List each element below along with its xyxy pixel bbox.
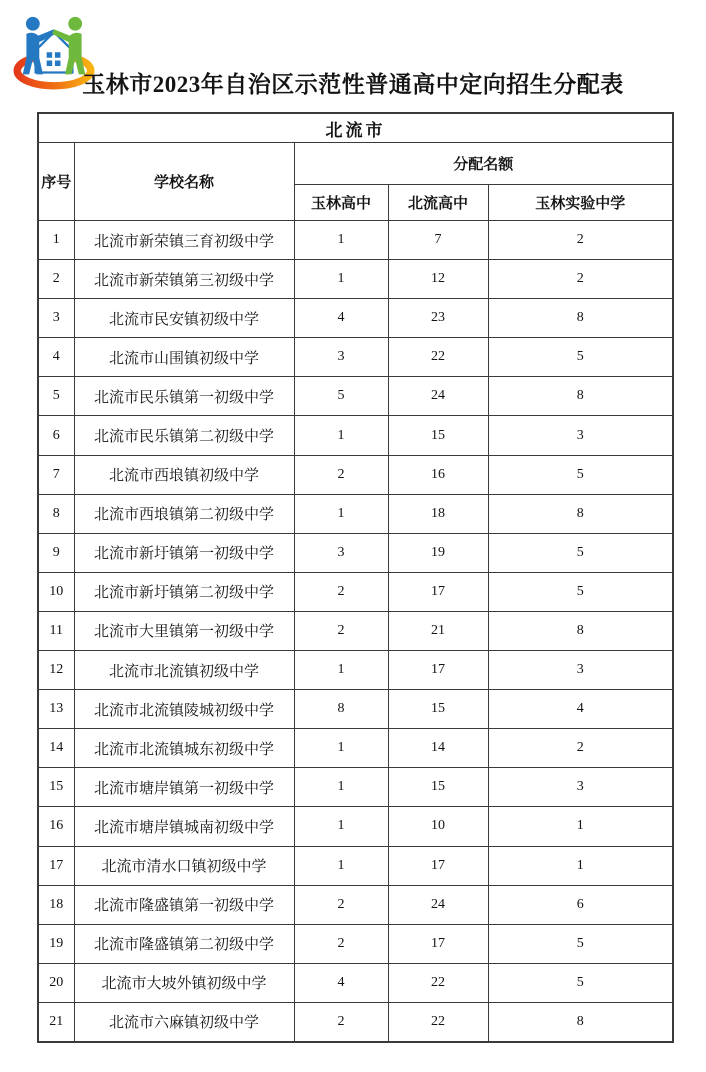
serial-cell: 20 <box>38 963 74 1002</box>
serial-cell: 1 <box>38 221 74 260</box>
serial-cell: 15 <box>38 768 74 807</box>
table-row <box>38 221 673 260</box>
quota-cell-yulin-shiyan: 5 <box>488 533 673 572</box>
quota-cell-yulin-shiyan: 8 <box>488 299 673 338</box>
table-row <box>38 611 673 650</box>
quota-cell-yulin-shiyan: 5 <box>488 572 673 611</box>
school-name-cell: 北流市大坡外镇初级中学 <box>74 963 294 1002</box>
quota-cell-beiliu-gaozhong: 15 <box>388 768 488 807</box>
quota-cell-yulin-gaozhong: 2 <box>294 885 388 924</box>
quota-column-header-0: 玉林高中 <box>294 185 388 221</box>
school-name-cell: 北流市清水口镇初级中学 <box>74 846 294 885</box>
city-header: 北流市 <box>38 113 673 143</box>
quota-cell-yulin-shiyan: 4 <box>488 690 673 729</box>
serial-cell: 10 <box>38 572 74 611</box>
school-name-cell: 北流市隆盛镇第一初级中学 <box>74 885 294 924</box>
quota-column-header-1: 北流高中 <box>388 185 488 221</box>
quota-cell-beiliu-gaozhong: 18 <box>388 494 488 533</box>
quota-cell-beiliu-gaozhong: 21 <box>388 611 488 650</box>
table-row <box>38 455 673 494</box>
quota-cell-yulin-shiyan: 8 <box>488 494 673 533</box>
table-row <box>38 807 673 846</box>
quota-cell-beiliu-gaozhong: 19 <box>388 533 488 572</box>
quota-cell-beiliu-gaozhong: 10 <box>388 807 488 846</box>
school-name-cell: 北流市民乐镇第一初级中学 <box>74 377 294 416</box>
school-name-cell: 北流市塘岸镇城南初级中学 <box>74 807 294 846</box>
serial-cell: 14 <box>38 729 74 768</box>
quota-cell-yulin-shiyan: 1 <box>488 807 673 846</box>
table-row <box>38 1002 673 1042</box>
quota-column-header-2: 玉林实验中学 <box>488 185 673 221</box>
quota-cell-beiliu-gaozhong: 15 <box>388 416 488 455</box>
school-name-cell: 北流市西埌镇第二初级中学 <box>74 494 294 533</box>
quota-cell-beiliu-gaozhong: 14 <box>388 729 488 768</box>
school-name-cell: 北流市塘岸镇第一初级中学 <box>74 768 294 807</box>
quota-cell-yulin-gaozhong: 4 <box>294 299 388 338</box>
quota-cell-yulin-shiyan: 5 <box>488 924 673 963</box>
quota-cell-yulin-gaozhong: 1 <box>294 729 388 768</box>
quota-cell-yulin-gaozhong: 2 <box>294 455 388 494</box>
table-row <box>38 690 673 729</box>
serial-cell: 11 <box>38 611 74 650</box>
quota-cell-yulin-gaozhong: 1 <box>294 651 388 690</box>
city-header-row <box>38 113 673 143</box>
serial-cell: 9 <box>38 533 74 572</box>
table-row <box>38 416 673 455</box>
school-name-cell: 北流市六麻镇初级中学 <box>74 1002 294 1042</box>
serial-cell: 8 <box>38 494 74 533</box>
quota-group-header: 分配名额 <box>294 143 673 185</box>
quota-cell-yulin-shiyan: 6 <box>488 885 673 924</box>
serial-cell: 12 <box>38 651 74 690</box>
serial-cell: 16 <box>38 807 74 846</box>
serial-cell: 17 <box>38 846 74 885</box>
quota-cell-yulin-gaozhong: 4 <box>294 963 388 1002</box>
quota-cell-yulin-gaozhong: 1 <box>294 221 388 260</box>
quota-cell-beiliu-gaozhong: 17 <box>388 651 488 690</box>
quota-cell-beiliu-gaozhong: 12 <box>388 260 488 299</box>
table-row <box>38 768 673 807</box>
school-name-column-header: 学校名称 <box>74 143 294 221</box>
quota-cell-beiliu-gaozhong: 15 <box>388 690 488 729</box>
school-name-cell: 北流市北流镇初级中学 <box>74 651 294 690</box>
serial-cell: 3 <box>38 299 74 338</box>
quota-cell-yulin-gaozhong: 2 <box>294 1002 388 1042</box>
allocation-table <box>37 112 674 1043</box>
school-name-cell: 北流市北流镇陵城初级中学 <box>74 690 294 729</box>
table-row <box>38 924 673 963</box>
serial-cell: 18 <box>38 885 74 924</box>
school-name-cell: 北流市新荣镇三育初级中学 <box>74 221 294 260</box>
quota-cell-yulin-shiyan: 3 <box>488 768 673 807</box>
quota-cell-yulin-shiyan: 8 <box>488 377 673 416</box>
serial-cell: 6 <box>38 416 74 455</box>
quota-cell-beiliu-gaozhong: 22 <box>388 963 488 1002</box>
table-row <box>38 729 673 768</box>
school-name-cell: 北流市新圩镇第一初级中学 <box>74 533 294 572</box>
quota-cell-beiliu-gaozhong: 23 <box>388 299 488 338</box>
table-row <box>38 494 673 533</box>
quota-cell-yulin-gaozhong: 1 <box>294 768 388 807</box>
quota-cell-beiliu-gaozhong: 24 <box>388 377 488 416</box>
quota-cell-yulin-gaozhong: 1 <box>294 416 388 455</box>
serial-cell: 21 <box>38 1002 74 1042</box>
group-header-row <box>38 143 673 185</box>
quota-cell-yulin-gaozhong: 3 <box>294 533 388 572</box>
quota-cell-beiliu-gaozhong: 7 <box>388 221 488 260</box>
table-row <box>38 885 673 924</box>
quota-cell-yulin-gaozhong: 1 <box>294 807 388 846</box>
table-row <box>38 338 673 377</box>
quota-cell-yulin-gaozhong: 8 <box>294 690 388 729</box>
quota-cell-yulin-shiyan: 8 <box>488 1002 673 1042</box>
school-name-cell: 北流市西埌镇初级中学 <box>74 455 294 494</box>
serial-cell: 19 <box>38 924 74 963</box>
table-row <box>38 299 673 338</box>
quota-cell-beiliu-gaozhong: 22 <box>388 1002 488 1042</box>
serial-cell: 7 <box>38 455 74 494</box>
quota-cell-yulin-shiyan: 2 <box>488 729 673 768</box>
quota-cell-beiliu-gaozhong: 17 <box>388 572 488 611</box>
serial-cell: 5 <box>38 377 74 416</box>
serial-cell: 13 <box>38 690 74 729</box>
table-row <box>38 651 673 690</box>
quota-cell-yulin-gaozhong: 1 <box>294 494 388 533</box>
quota-cell-beiliu-gaozhong: 24 <box>388 885 488 924</box>
table-row <box>38 260 673 299</box>
page-title: 玉林市2023年自治区示范性普通高中定向招生分配表 <box>82 72 624 97</box>
school-name-cell: 北流市隆盛镇第二初级中学 <box>74 924 294 963</box>
table-row <box>38 533 673 572</box>
quota-cell-yulin-shiyan: 2 <box>488 221 673 260</box>
table-row <box>38 963 673 1002</box>
quota-cell-yulin-shiyan: 2 <box>488 260 673 299</box>
serial-column-header: 序号 <box>38 143 74 221</box>
school-name-cell: 北流市新圩镇第二初级中学 <box>74 572 294 611</box>
quota-cell-yulin-gaozhong: 2 <box>294 924 388 963</box>
quota-cell-yulin-shiyan: 3 <box>488 416 673 455</box>
school-name-cell: 北流市山围镇初级中学 <box>74 338 294 377</box>
school-name-cell: 北流市大里镇第一初级中学 <box>74 611 294 650</box>
quota-cell-yulin-gaozhong: 5 <box>294 377 388 416</box>
quota-cell-yulin-gaozhong: 2 <box>294 572 388 611</box>
quota-cell-yulin-gaozhong: 1 <box>294 846 388 885</box>
school-name-cell: 北流市民安镇初级中学 <box>74 299 294 338</box>
school-name-cell: 北流市北流镇城东初级中学 <box>74 729 294 768</box>
quota-cell-yulin-shiyan: 5 <box>488 963 673 1002</box>
school-name-cell: 北流市民乐镇第二初级中学 <box>74 416 294 455</box>
serial-cell: 4 <box>38 338 74 377</box>
school-name-cell: 北流市新荣镇第三初级中学 <box>74 260 294 299</box>
quota-cell-yulin-shiyan: 5 <box>488 338 673 377</box>
table-row <box>38 572 673 611</box>
table-body <box>38 221 673 1042</box>
quota-cell-beiliu-gaozhong: 16 <box>388 455 488 494</box>
serial-cell: 2 <box>38 260 74 299</box>
quota-cell-yulin-gaozhong: 2 <box>294 611 388 650</box>
quota-cell-beiliu-gaozhong: 17 <box>388 924 488 963</box>
quota-cell-yulin-shiyan: 1 <box>488 846 673 885</box>
table-row <box>38 846 673 885</box>
quota-cell-yulin-shiyan: 8 <box>488 611 673 650</box>
quota-cell-beiliu-gaozhong: 17 <box>388 846 488 885</box>
quota-cell-yulin-gaozhong: 1 <box>294 260 388 299</box>
quota-cell-yulin-shiyan: 3 <box>488 651 673 690</box>
quota-cell-beiliu-gaozhong: 22 <box>388 338 488 377</box>
quota-cell-yulin-shiyan: 5 <box>488 455 673 494</box>
table-row <box>38 377 673 416</box>
quota-cell-yulin-gaozhong: 3 <box>294 338 388 377</box>
